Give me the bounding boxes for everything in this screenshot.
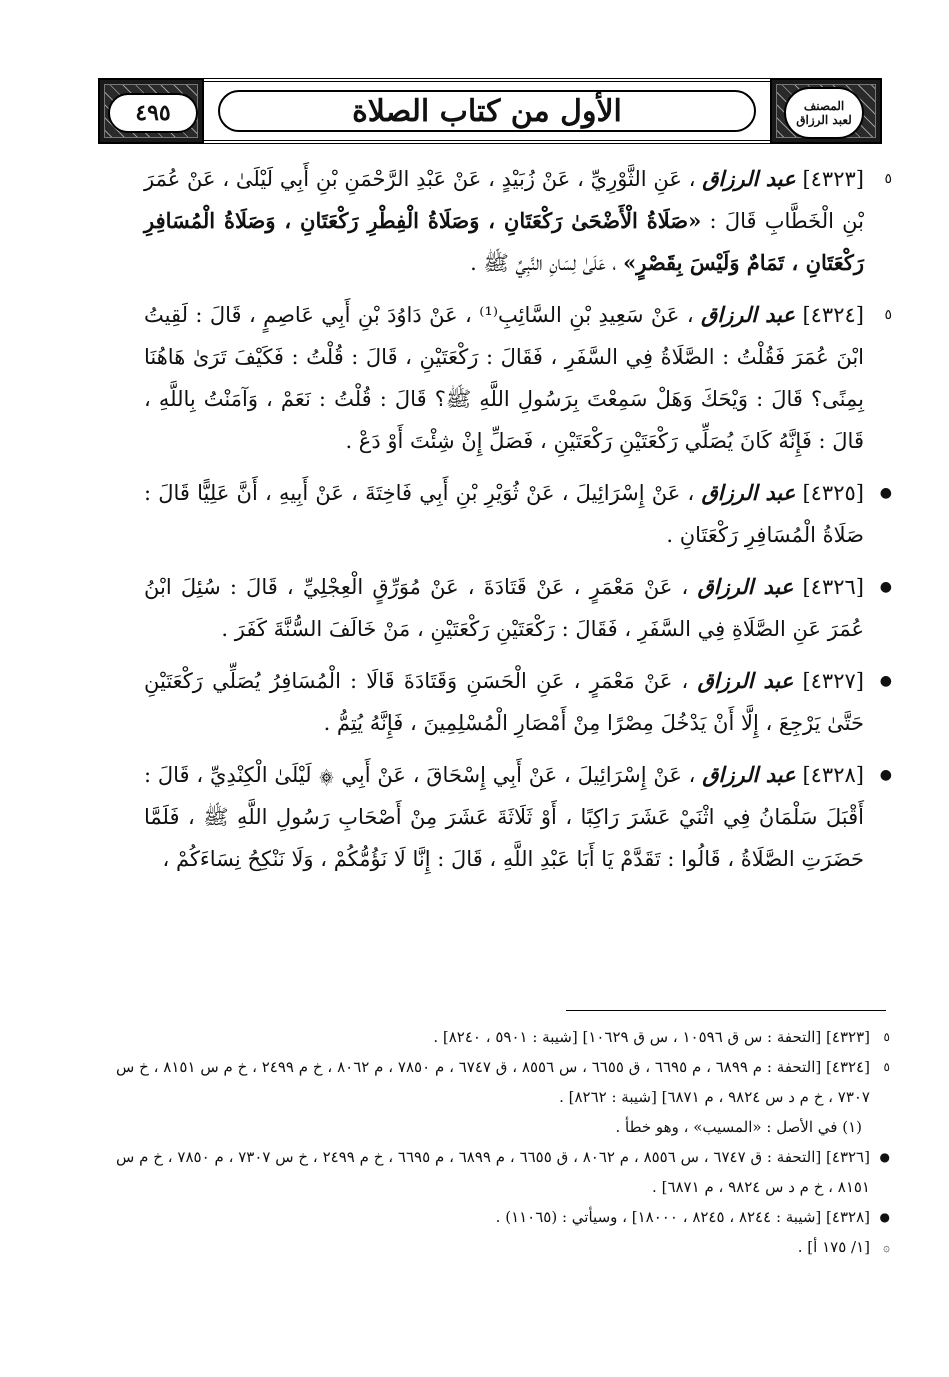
footnote-text: [٤٣٢٦] [التحفة : ق ٦٧٤٧ ، س ٨٥٥٦ ، م ٨٠٦٢ ، ق ٦٦٥٥ ، م ٦٨٩٩ ، م ٦٦٩٥ ، خ م ٢٤٩٩ ، خ س ٧٣٠٧ ، م ٧٨٥٠ ، خ م س ٨١٥١ ، خ م د س ٩٨٢٤ ، م ٦٨٧١] . [116,1148,870,1196]
footnote-text: [٤٣٢٤] [التحفة : م ٦٨٩٩ ، م ٦٦٩٥ ، ق ٦٦٥٥ ، س ٨٥٥٦ ، ق ٦٧٤٧ ، م ٧٨٥٠ ، م ٨٠٦٢ ، خ م ٢٤٩٩ ، خ م س ٨١٥١ ، خ س ٧٣٠٧ ، خ م د س ٩٨٢٤ ، م ٦٨٧١] [شيبة : ٨٢٦٢] . [116,1058,870,1106]
entry-marker: ٥ [884,171,892,187]
footnote-marker: ۞ [882,1240,890,1254]
hadith-text: ، عَنْ إِسْرَائِيلَ ، عَنْ أَبِي إِسْحَاقَ ، عَنْ أَبِي ۞ لَيْلَىٰ الْكِنْدِيِّ ، قَالَ : أَقْبَلَ سَلْمَانُ فِي اثْنَيْ عَشَرَ رَاكِبًا ، أَوْ ثَلَاثَةَ عَشَرَ مِنْ أَصْحَابِ رَسُولِ اللَّهِ ﷺ ، فَلَمَّا حَضَرَتِ الصَّلَاةُ ، قَالُوا : تَقَدَّمْ يَا أَبَا عَبْدِ اللَّهِ ، قَالَ : إِنَّا لَا نَؤُمُّكُمْ ، وَلَا نَنْكِحُ نِسَاءَكُمْ ، [144,763,864,871]
hadith-text: ، عَنْ مَعْمَرٍ ، عَنْ قَتَادَةَ ، عَنْ مُوَرِّقٍ الْعِجْلِيِّ ، قَالَ : سُئِلَ ابْنُ عُمَرَ عَنِ الصَّلَاةِ فِي السَّفَرِ ، فَقَالَ : رَكْعَتَيْنِ رَكْعَتَيْنِ ، مَنْ خَالَفَ السُّنَّةَ كَفَرَ . [144,575,864,641]
hadith-number: [٤٣٢٦] [802,575,864,599]
footnote-marker: ● [879,1150,890,1164]
header-ornament-right [770,78,882,144]
hadith-text: ، عَنْ إِسْرَائِيلَ ، عَنْ ثُوَيْرِ بْنِ أَبِي فَاخِتَةَ ، عَنْ أَبِيهِ ، أَنَّ عَلِيًّا قَالَ : صَلَاةُ الْمُسَافِرِ رَكْعَتَانِ . [144,481,864,547]
hadith-entry [144,660,894,744]
footnote-text: [٤٣٢٨] [شيبة : ٨٢٤٤ ، ٨٢٤٥ ، ١٨٠٠٠] ، وسيأتي : (١١٠٦٥) . [495,1208,870,1226]
footnote [116,1232,892,1262]
narrator-name: عبد الرزاق [702,762,796,787]
main-text [144,158,894,890]
header-ornament-left [98,78,204,144]
footnote [116,1112,892,1142]
footnote-divider [566,1010,886,1011]
book-emblem [784,87,864,139]
hadith-number: [٤٣٢٤] [802,303,864,327]
page-header [98,78,882,144]
footnotes [116,1022,892,1262]
narrator-name: عبد الرزاق [702,166,796,191]
footnote-text: [٤٣٢٣] [التحفة : س ق ١٠٥٩٦ ، س ق ١٠٦٢٩] [شيبة : ٥٩٠١ ، ٨٢٤٠] . [433,1028,870,1046]
narrator-name: عبد الرزاق [701,302,796,327]
hadith-number: [٤٣٢٨] [802,763,864,787]
footnote [116,1052,892,1112]
hadith-entry [144,566,894,650]
hadith-text: ، عَنْ مَعْمَرٍ ، عَنِ الْحَسَنِ وَقَتَادَةَ قَالَا : الْمُسَافِرُ يُصَلِّي رَكْعَتَيْنِ حَتَّىٰ يَرْجِعَ ، إِلَّا أَنْ يَدْخُلَ مِصْرًا مِنْ أَمْصَارِ الْمُسْلِمِينَ ، فَإِنَّهُ يُتِمُّ . [144,669,864,735]
running-title: الأول من كتاب الصلاة [352,93,622,129]
entry-marker: ● [879,673,892,689]
hadith-quote: «صَلَاةُ الْأَضْحَىٰ رَكْعَتَانِ ، وَصَلَاةُ الْفِطْرِ رَكْعَتَانِ ، وَصَلَاةُ الْمُسَافِرِ رَكْعَتَانِ ، تَمَامٌ وَلَيْسَ بِقَصْرٍ» [144,208,864,275]
emblem-line: المصنف [803,99,845,113]
hadith-number: [٤٣٢٥] [802,481,864,505]
hadith-entry [144,294,894,462]
footnote [116,1022,892,1052]
footnote [116,1142,892,1202]
narrator-name: عبد الرزاق [701,480,796,505]
hadith-entry [144,158,894,284]
entry-marker: ● [879,767,892,783]
title-band [204,78,770,144]
title-frame [218,90,756,132]
page-number: ٤٩٥ [108,93,198,133]
hadith-entry [144,472,894,556]
hadith-tail: ، عَلَىٰ لِسَانِ النَّبِيِّ ﷺ . [470,251,617,275]
entry-marker: ● [879,579,892,595]
entry-marker: ٥ [884,307,892,323]
hadith-number: [٤٣٢٣] [802,167,864,191]
footnote [116,1202,892,1232]
hadith-number: [٤٣٢٧] [802,669,864,693]
footnote-marker: ٥ [883,1030,890,1044]
entry-marker: ● [879,485,892,501]
hadith-entry [144,754,894,880]
hadith-text: ، عَنْ سَعِيدِ بْنِ السَّائِبِ⁽¹⁾ ، عَنْ دَاوُدَ بْنِ أَبِي عَاصِمٍ ، قَالَ : لَقِيتُ ابْنَ عُمَرَ فَقُلْتُ : الصَّلَاةُ فِي السَّفَرِ ، فَقَالَ : رَكْعَتَيْنِ ، قَالَ : قُلْتُ : فَكَيْفَ تَرَىٰ هَاهُنَا بِمِنًى؟ قَالَ : وَيْحَكَ وَهَلْ سَمِعْتَ بِرَسُولِ اللَّهِ ﷺ؟ قَالَ : قُلْتُ : نَعَمْ ، وَآمَنْتُ بِاللَّهِ ، قَالَ : فَإِنَّهُ كَانَ يُصَلِّي رَكْعَتَيْنِ رَكْعَتَيْنِ ، فَصَلِّ إِنْ شِئْتَ أَوْ دَعْ . [144,303,864,453]
footnote-marker: ٥ [883,1060,890,1074]
hadith-text: ، عَنِ الثَّوْرِيِّ ، عَنْ زُبَيْدٍ ، عَنْ عَبْدِ الرَّحْمَنِ بْنِ أَبِي لَيْلَىٰ ، عَنْ عُمَرَ بْنِ الْخَطَّابِ قَالَ : [144,167,865,233]
emblem-line: لعبد الرزاق [796,113,852,127]
footnote-text: [١/ ١٧٥ أ] . [797,1238,870,1256]
footnote-text: (١) في الأصل : «المسيب» ، وهو خطأ . [615,1118,862,1136]
narrator-name: عبد الرزاق [697,668,794,693]
narrator-name: عبد الرزاق [697,574,794,599]
footnote-marker: ● [879,1210,890,1224]
